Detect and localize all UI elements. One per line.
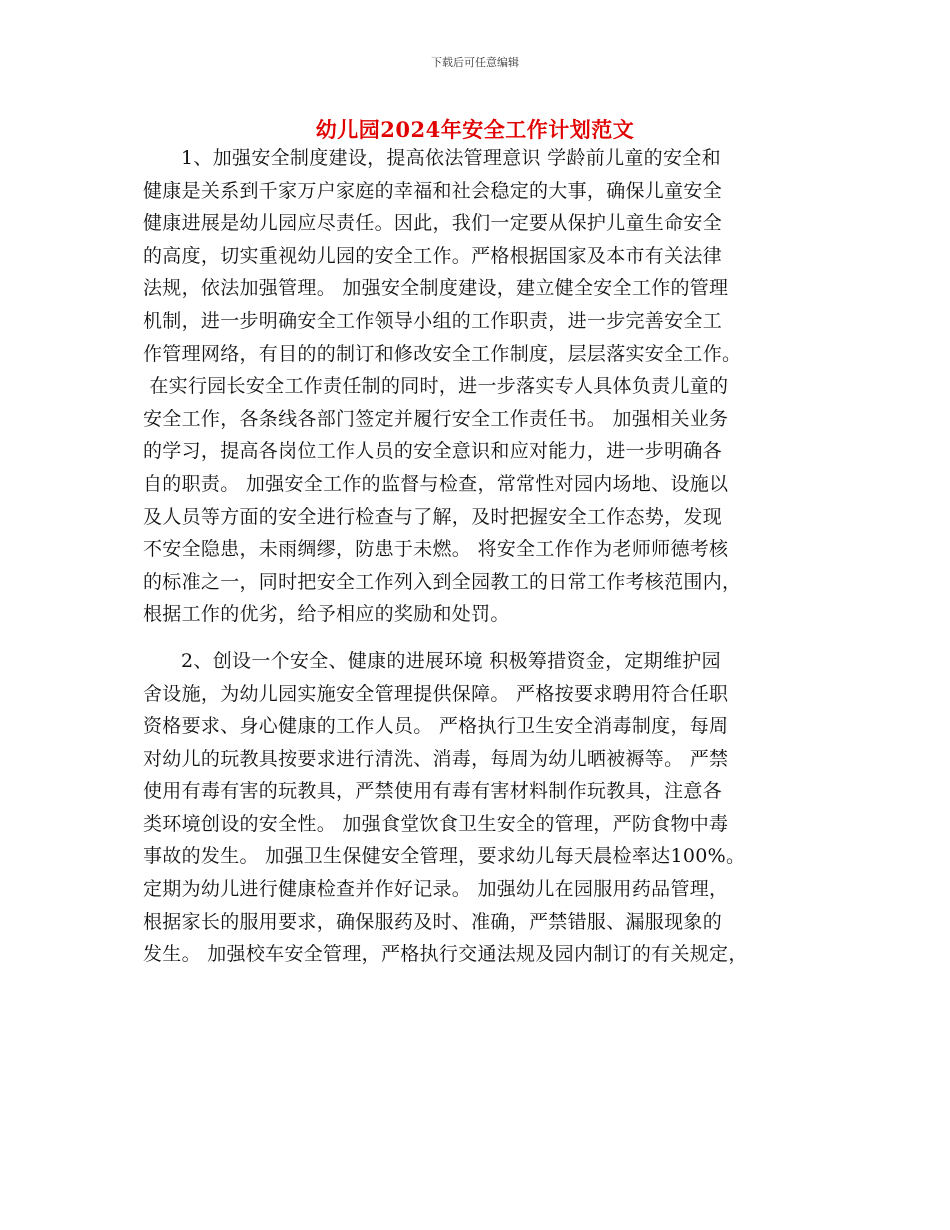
text-line: 定期为幼儿进行健康检查并作好记录。 加强幼儿在园服用药品管理， xyxy=(143,878,729,901)
paragraph-2 xyxy=(143,645,815,971)
text-line: 的学习，提高各岗位工作人员的安全意识和应对能力，进一步明确各 xyxy=(143,440,723,463)
text-line: 根据家长的服用要求，确保服药及时、准确，严禁错服、漏服现象的 xyxy=(143,910,723,933)
text-line: 2、创设一个安全、健康的进展环境 积极筹措资金，定期维护园 xyxy=(143,649,721,672)
text-line: 1、加强安全制度建设，提高依法管理意识 学龄前儿童的安全和 xyxy=(143,147,721,169)
document-body xyxy=(143,142,815,971)
text-line: 法规，依法加强管理。 加强安全制度建设，建立健全安全工作的管理 xyxy=(143,277,729,300)
text-line: 事故的发生。 加强卫生保健安全管理，要求幼儿每天晨检率达100%。 xyxy=(143,845,746,868)
text-line: 不安全隐患，未雨绸缪，防患于未燃。 将安全工作作为老师师德考核 xyxy=(143,538,729,561)
text-line: 舍设施，为幼儿园实施安全管理提供保障。 严格按要求聘用符合任职 xyxy=(143,682,729,705)
text-line: 对幼儿的玩教具按要求进行清洗、消毒，每周为幼儿晒被褥等。 严禁 xyxy=(143,747,729,770)
text-line: 在实行园长安全工作责任制的同时，进一步落实专人具体负责儿童的 xyxy=(143,375,729,398)
text-line: 安全工作，各条线各部门签定并履行安全工作责任书。 加强相关业务 xyxy=(143,407,729,430)
text-line: 的标准之一，同时把安全工作列入到全园教工的日常工作考核范围内， xyxy=(143,570,742,593)
text-line: 机制，进一步明确安全工作领导小组的工作职责，进一步完善安全工 xyxy=(143,309,723,332)
text-line: 发生。 加强校车安全管理，严格执行交通法规及园内制订的有关规定， xyxy=(143,943,748,966)
page-header-note: 下载后可任意编辑 xyxy=(431,56,519,69)
text-line: 使用有毒有害的玩教具，严禁使用有毒有害材料制作玩教具，注意各 xyxy=(143,780,723,803)
text-line: 作管理网络，有目的的制订和修改安全工作制度，层层落实安全工作。 xyxy=(143,342,742,365)
text-line: 资格要求、身心健康的工作人员。 严格执行卫生安全消毒制度，每周 xyxy=(143,715,729,738)
text-line: 及人员等方面的安全进行检查与了解，及时把握安全工作态势，发现 xyxy=(143,505,723,528)
paragraph-1 xyxy=(143,142,815,631)
text-line: 的高度，切实重视幼儿园的安全工作。严格根据国家及本市有关法律 xyxy=(143,244,723,267)
text-line: 类环境创设的安全性。 加强食堂饮食卫生安全的管理，严防食物中毒 xyxy=(143,812,729,835)
paragraph-gap xyxy=(143,631,815,645)
text-line: 健康进展是幼儿园应尽责任。因此，我们一定要从保护儿童生命安全 xyxy=(143,212,723,235)
text-line: 健康是关系到千家万户家庭的幸福和社会稳定的大事，确保儿童安全 xyxy=(143,179,723,202)
text-line: 根据工作的优劣，给予相应的奖励和处罚。 xyxy=(143,603,510,626)
document-title: 幼儿园2024年安全工作计划范文 xyxy=(315,117,635,142)
text-line: 自的职责。 加强安全工作的监督与检查，常常性对园内场地、设施以 xyxy=(143,472,729,495)
